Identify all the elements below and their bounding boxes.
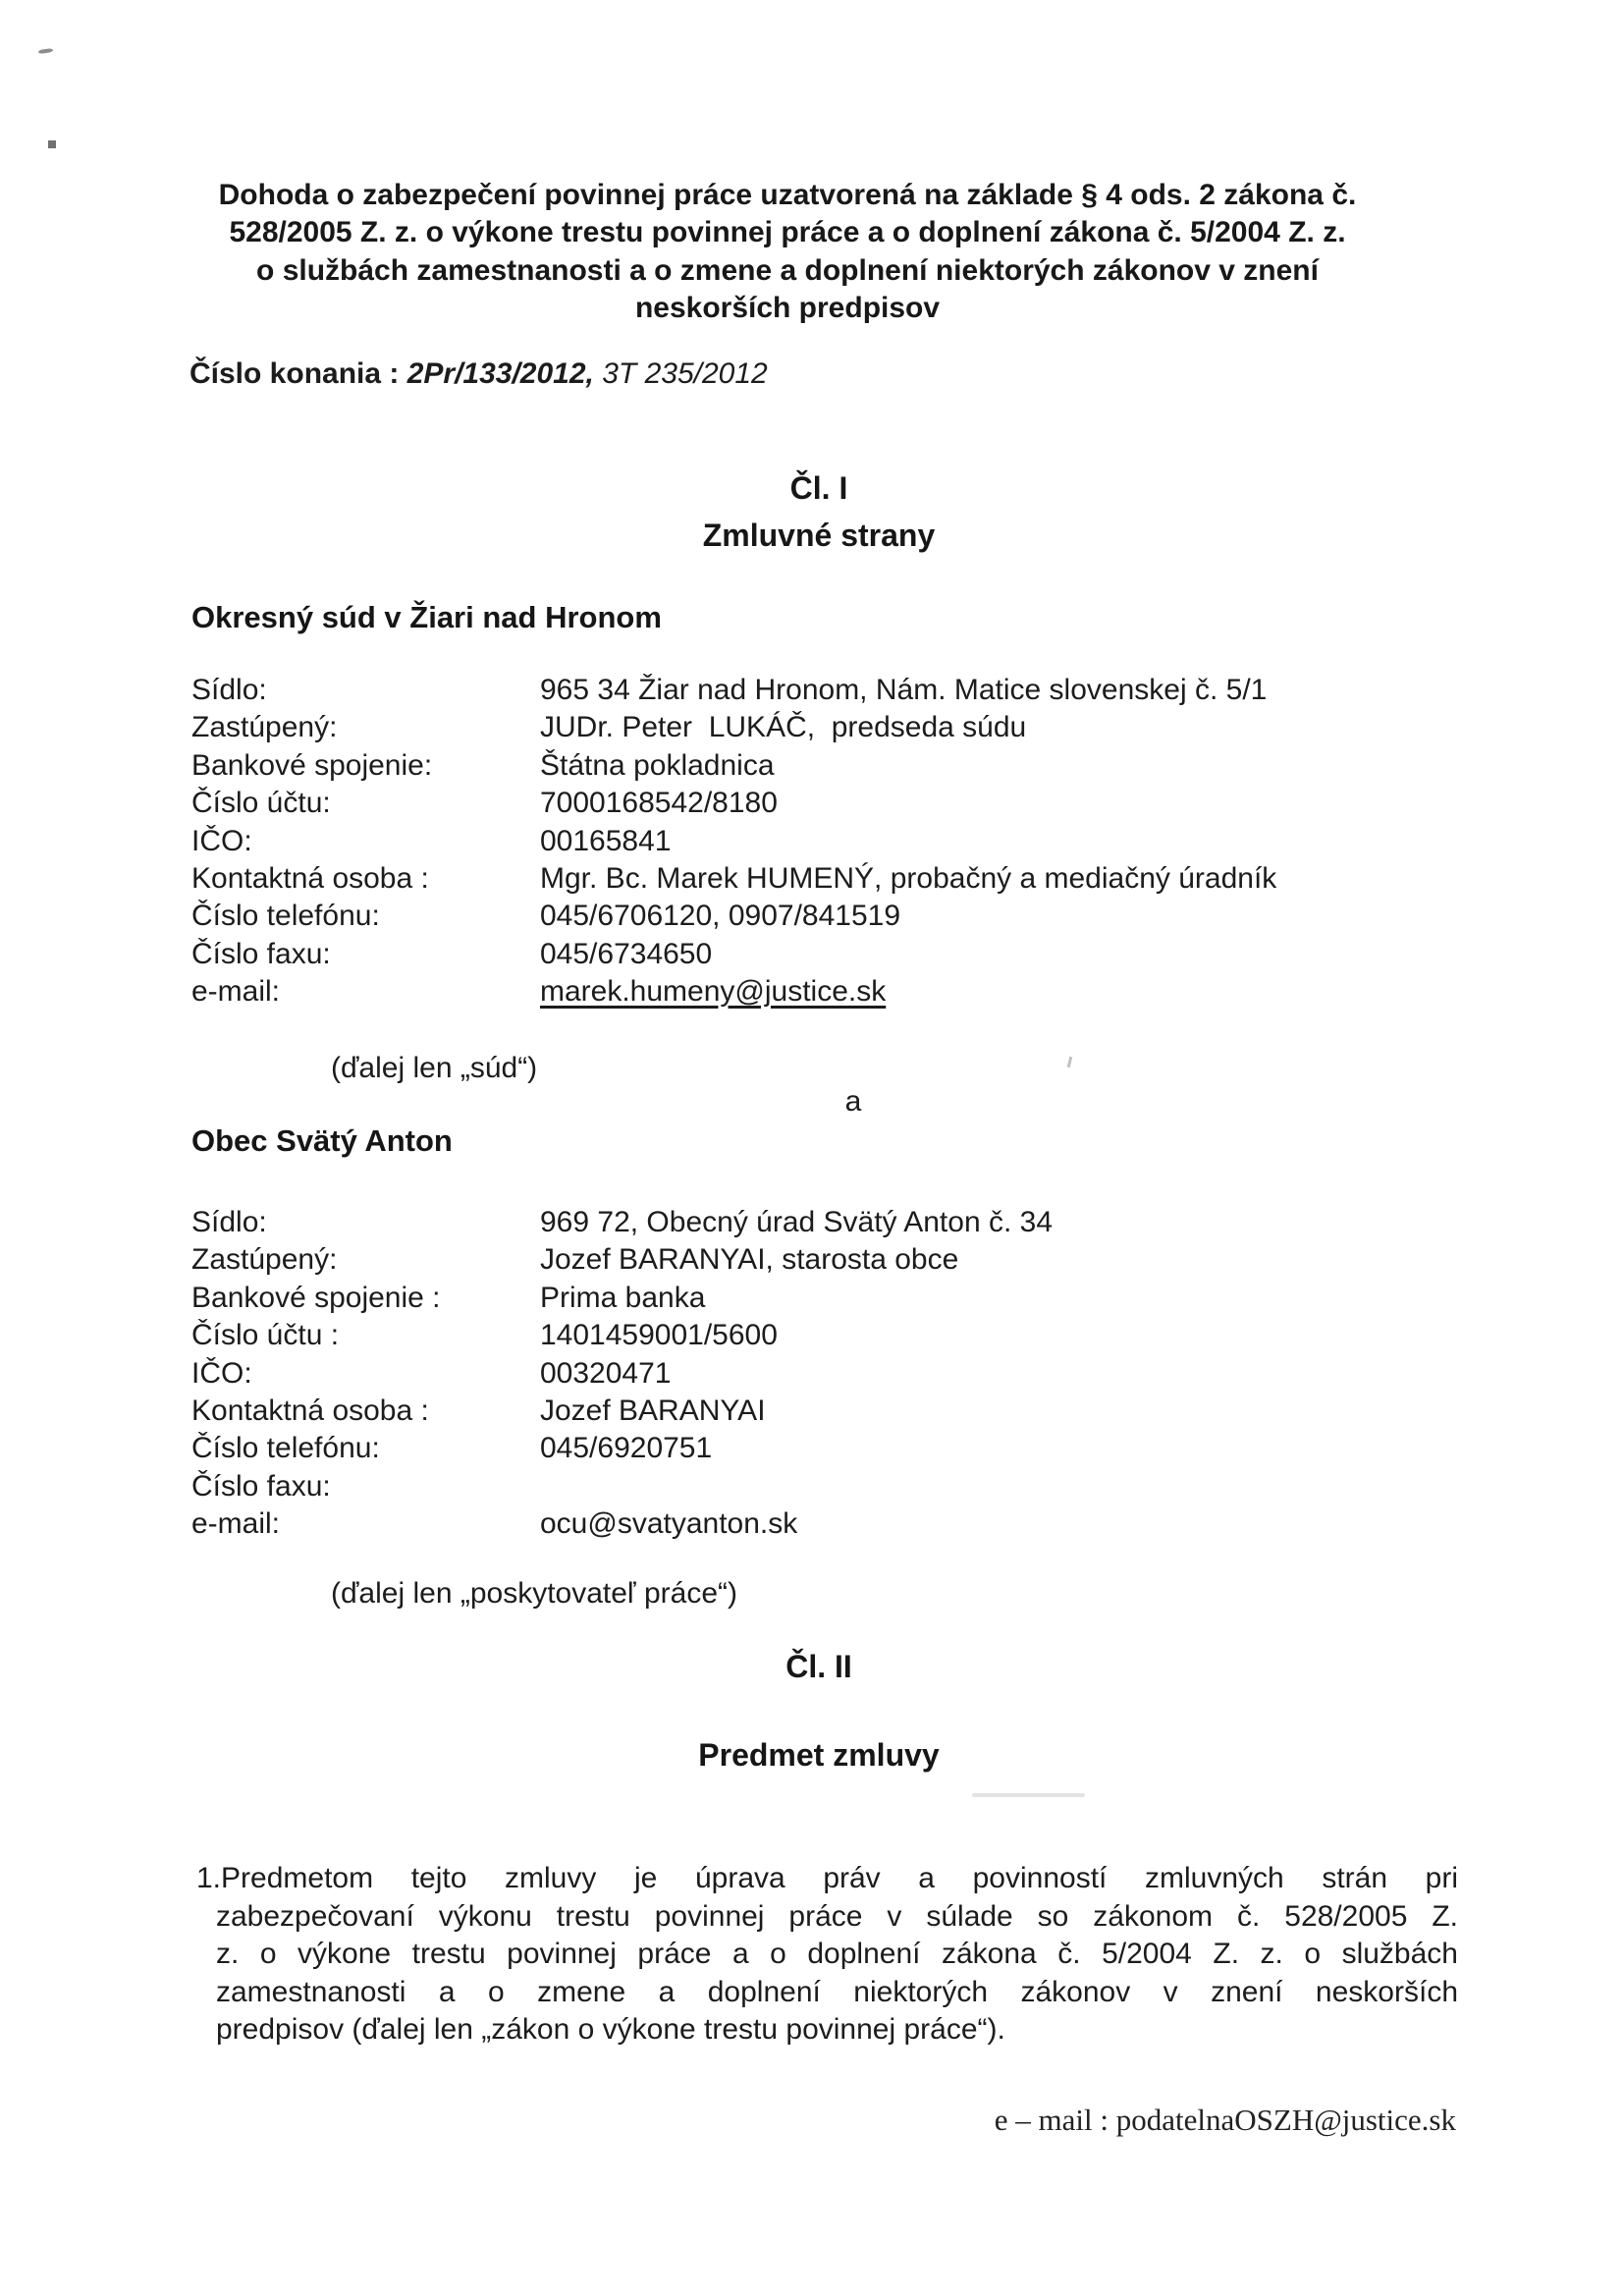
- field-row-zastupeny: [191, 709, 1276, 746]
- field-row-cislo-faxu: [191, 936, 1276, 973]
- field-label: e-mail:: [191, 975, 281, 1009]
- court-email-value: marek.humeny@justice.sk: [540, 975, 887, 1009]
- clause-1-paragraph: [196, 1860, 1458, 2050]
- party-court-name: Okresný súd v Žiari nad Hronom: [191, 600, 662, 634]
- field-label: IČO:: [191, 1356, 252, 1390]
- field-value: 965 34 Žiar nad Hronom, Nám. Matice slovenskej č. 5/1: [540, 674, 1268, 706]
- field-value: 00320471: [540, 1356, 672, 1390]
- field-label: e-mail:: [191, 1507, 281, 1541]
- field-row-zastupeny: [191, 1241, 1053, 1279]
- case-number-secondary: 3T 235/2012: [593, 357, 768, 390]
- case-number-label: Číslo konania :: [189, 357, 407, 390]
- title-line: 528/2005 Z. z. o výkone trestu povinnej práce a o doplnení zákona č. 5/2004 Z. z.: [229, 216, 1346, 249]
- field-label: Bankové spojenie :: [191, 1281, 441, 1314]
- field-row-sidlo: [191, 672, 1276, 709]
- field-label: Zastúpený:: [191, 1243, 338, 1277]
- parties-conjunction: a: [844, 1085, 862, 1118]
- field-value: JUDr. Peter LUKÁČ, predseda súdu: [540, 711, 1027, 744]
- clause-line: zabezpečovaní výkonu trestu povinnej práce v súlade so zákonom č. 528/2005 Z.: [216, 1899, 1458, 1933]
- party-municipality-fields: [191, 1204, 1053, 1544]
- field-value: 045/6920751: [540, 1432, 713, 1465]
- scan-artifact-dot: [48, 140, 56, 148]
- municipality-email-value: ocu@svatyanton.sk: [540, 1507, 798, 1541]
- field-label: Kontaktná osoba :: [191, 862, 429, 896]
- scan-artifact-mark: [38, 48, 53, 54]
- clause-line: zamestnanosti a o zmene a doplnení niektorých zákonov v znení neskorších: [216, 1975, 1458, 2008]
- clause-line: 1.Predmetom tejto zmluvy je úprava práv a povinností zmluvných strán pri: [196, 1862, 1458, 1894]
- field-label: Číslo telefónu:: [191, 900, 380, 933]
- document-title: [69, 177, 1506, 327]
- field-label: Číslo účtu :: [191, 1319, 340, 1352]
- party-court-alias: (ďalej len „súd“): [331, 1052, 538, 1084]
- field-value: Štátna pokladnica: [540, 748, 775, 782]
- field-value: 045/6734650: [540, 937, 713, 970]
- article-1-heading: Čl. I: [789, 470, 848, 506]
- field-value: 1401459001/5600: [540, 1319, 778, 1352]
- field-row-cislo-uctu: [191, 1317, 1053, 1354]
- field-value: 00165841: [540, 824, 672, 857]
- party-municipality-alias: (ďalej len „poskytovateľ práce“): [331, 1577, 738, 1610]
- field-label: Číslo faxu:: [191, 937, 331, 970]
- scan-artifact-tick: [1067, 1057, 1073, 1067]
- field-label: Sídlo:: [191, 674, 267, 706]
- case-number-primary: 2Pr/133/2012,: [406, 357, 594, 390]
- field-value: 045/6706120, 0907/841519: [540, 900, 901, 933]
- field-label: IČO:: [191, 824, 252, 857]
- party-municipality-name: Obec Svätý Anton: [191, 1123, 453, 1158]
- field-row-email: [191, 1505, 1053, 1543]
- title-line: neskorších predpisov: [634, 291, 941, 324]
- field-row-bankove-spojenie: [191, 1280, 1053, 1317]
- field-row-email: [191, 973, 1276, 1011]
- field-row-kontaktna-osoba: [191, 860, 1276, 898]
- field-label: Bankové spojenie:: [191, 748, 433, 782]
- field-row-cislo-faxu: [191, 1468, 1053, 1505]
- party-court-fields: [191, 672, 1276, 1011]
- clause-line: z. o výkone trestu povinnej práce a o doplnení zákona č. 5/2004 Z. z. o službách: [216, 1938, 1458, 1970]
- case-number-line: [189, 357, 768, 391]
- scan-artifact-streak: [972, 1793, 1085, 1797]
- field-label: Zastúpený:: [191, 711, 338, 744]
- article-1-subheading: Zmluvné strany: [702, 518, 936, 553]
- title-line: o službách zamestnanosti a o zmene a doplnení niektorých zákonov v znení: [256, 253, 1319, 287]
- field-value: Jozef BARANYAI, starosta obce: [540, 1243, 959, 1277]
- field-value: 7000168542/8180: [540, 787, 778, 820]
- field-value: Mgr. Bc. Marek HUMENÝ, probačný a mediačný úradník: [540, 862, 1277, 896]
- field-row-ico: [191, 823, 1276, 860]
- article-2-subheading: Predmet zmluvy: [698, 1737, 940, 1773]
- field-row-cislo-uctu: [191, 785, 1276, 822]
- field-label: Kontaktná osoba :: [191, 1394, 429, 1428]
- field-row-ico: [191, 1355, 1053, 1393]
- field-value: Jozef BARANYAI: [540, 1394, 766, 1428]
- clause-line: predpisov (ďalej len „zákon o výkone trestu povinnej práce“).: [216, 2013, 1005, 2046]
- field-row-cislo-telefonu: [191, 1430, 1053, 1467]
- field-label: Číslo telefónu:: [191, 1432, 380, 1465]
- article-2-heading: Čl. II: [785, 1649, 852, 1684]
- field-row-bankove-spojenie: [191, 747, 1276, 785]
- field-value: 969 72, Obecný úrad Svätý Anton č. 34: [540, 1206, 1054, 1238]
- title-line: Dohoda o zabezpečení povinnej práce uzatvorená na základe § 4 ods. 2 zákona č.: [218, 179, 1357, 211]
- field-value: Prima banka: [540, 1281, 706, 1314]
- field-row-kontaktna-osoba: [191, 1393, 1053, 1430]
- field-label: Sídlo:: [191, 1206, 267, 1238]
- field-label: Číslo faxu:: [191, 1469, 331, 1503]
- footer-email: e – mail : podatelnaOSZH@justice.sk: [994, 2103, 1456, 2137]
- field-row-sidlo: [191, 1204, 1053, 1241]
- field-label: Číslo účtu:: [191, 787, 331, 820]
- field-row-cislo-telefonu: [191, 898, 1276, 935]
